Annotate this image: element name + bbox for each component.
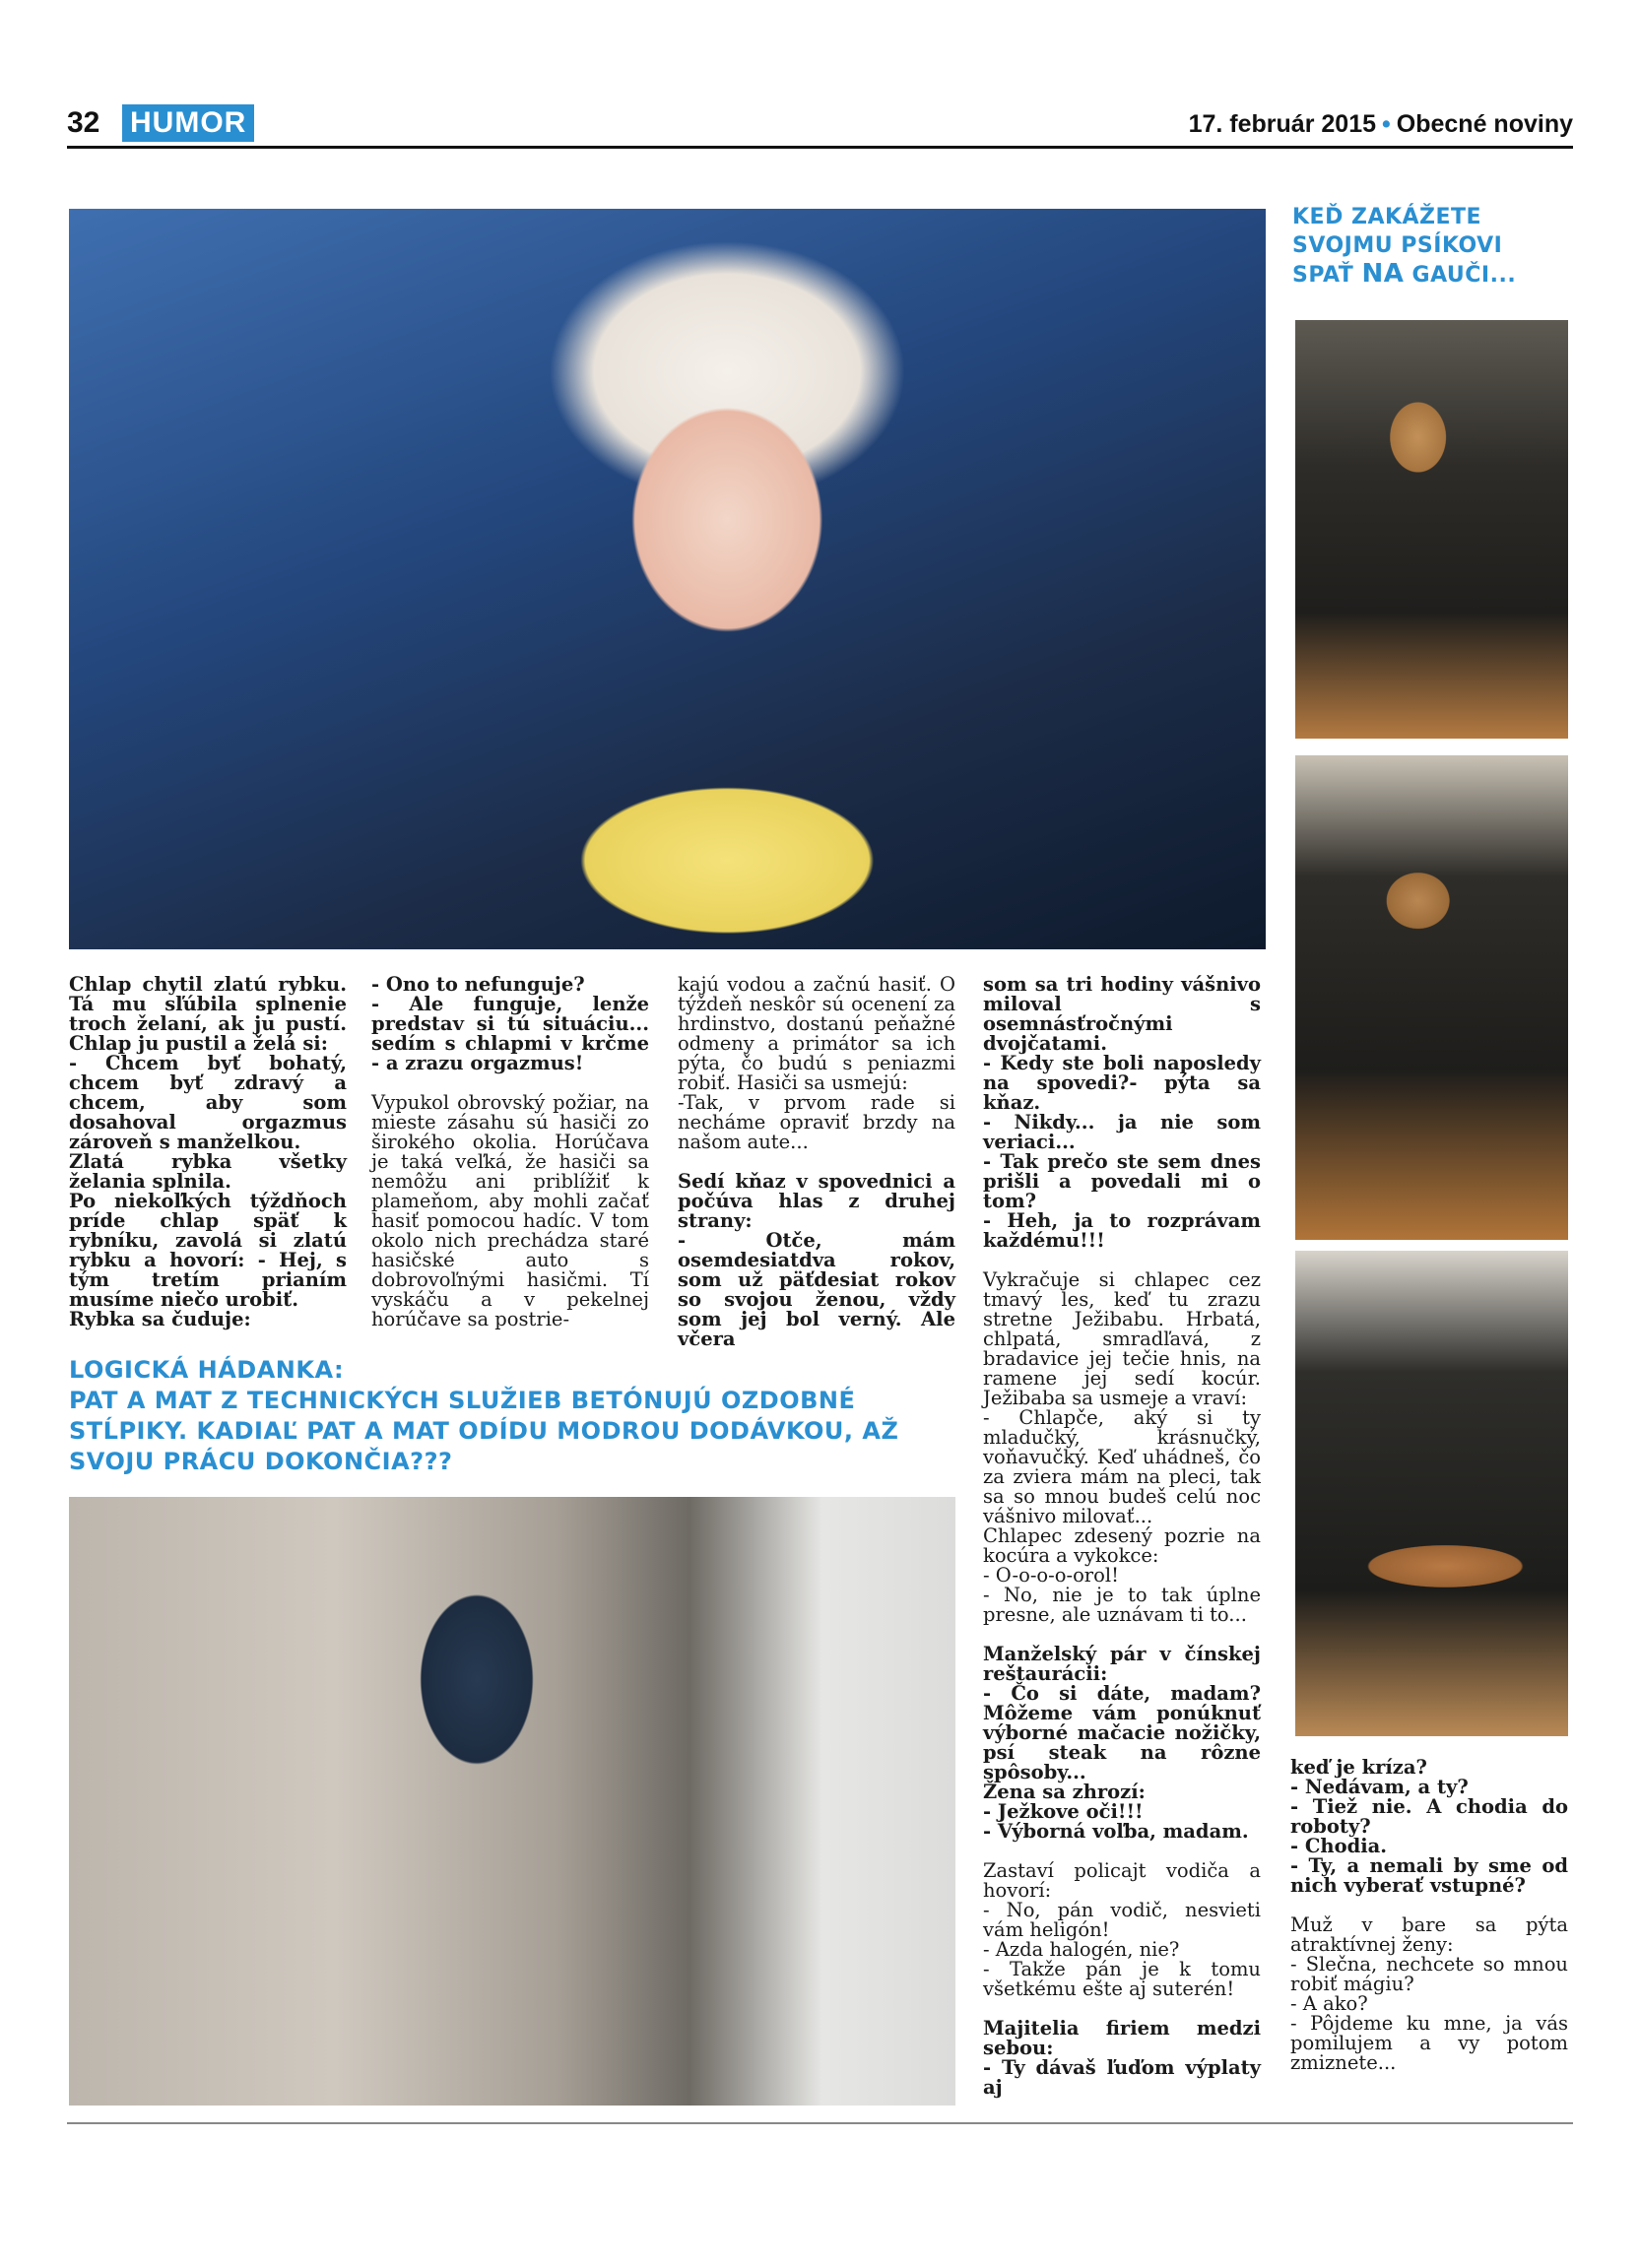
issue-info (1189, 110, 1573, 139)
paragraph: Sedí kňaz v spovednici a počúva hlas z druhej strany: (678, 1170, 955, 1232)
header-rule (67, 146, 1573, 149)
paragraph: - Tiež nie. A chodia do roboty? (1290, 1795, 1568, 1838)
paragraph: - Chcem byť bohatý, chcem byť zdravý a chcem, aby som dosahoval orgazmus zároveň s manželkou. (69, 1052, 347, 1153)
page-number: 32 (67, 106, 100, 139)
paragraph: - No, pán vodič, nesvieti vám heligón! (983, 1899, 1261, 1941)
paragraph: - Takže pán je k tomu všetkému ešte aj suterén! (983, 1958, 1261, 2000)
paragraph: - Slečna, nechcete so mnou robiť mágiu? (1290, 1953, 1568, 1995)
paragraph: - Chodia. (1290, 1835, 1388, 1857)
paragraph: som sa tri hodiny vášnivo miloval s osemnásťročnými dvojčatami. (983, 973, 1261, 1055)
publication-name: Obecné noviny (1396, 110, 1573, 138)
paragraph: - Tak prečo ste sem dnes prišli a povedali mi o tom? (983, 1150, 1261, 1212)
street-workers-photo (69, 1497, 955, 2106)
separator-dot: • (1382, 110, 1391, 138)
paragraph: - Nikdy... ja nie som veriaci... (983, 1111, 1261, 1153)
text-column-4 (983, 975, 1261, 2098)
paragraph: kajú vodou a začnú hasiť. O týždeň neskôr sú ocenení za hrdinstvo, dostanú peňažné odmeny a primátor sa ich pýta, čo budú s peniazmi robiť. Hasiči sa usmejú: (678, 973, 955, 1094)
paragraph: Zlatá rybka všetky želania splnila. (69, 1150, 347, 1193)
text-column-3 (678, 975, 955, 1349)
paragraph: - Ty, a nemali by sme od nich vyberať vstupné? (1290, 1854, 1568, 1897)
paragraph: - Čo si dáte, madam? Môžeme vám ponúknuť výborné mačacie nožičky, psí steak na rôzne spôsoby... (983, 1682, 1261, 1783)
paragraph: - Ale funguje, lenže predstav si tú situáciu... sedím s chlapmi v krčme - a zrazu orgazmus! (371, 993, 649, 1074)
paragraph: Po niekoľkých týždňoch príde chlap späť k rybníku, zavolá si zlatú rybku a hovorí: - Hej, s tým tretím prianím musíme niečo urobiť. (69, 1190, 347, 1311)
paragraph: -Tak, v prvom rade si necháme opraviť brzdy na našom aute... (678, 1091, 955, 1153)
paragraph: - Ježkove oči!!! (983, 1800, 1144, 1823)
dog-heading-line: SPAŤ NA GAUČI... (1292, 259, 1517, 289)
paragraph: Muž v bare sa pýta atraktívnej ženy: (1290, 1913, 1568, 1956)
puzzle-heading (69, 1355, 955, 1477)
puzzle-heading-line: PAT A MAT Z TECHNICKÝCH SLUŽIEB BETÓNUJÚ OZDOBNÉ (69, 1387, 856, 1414)
paragraph: - Otče, mám osemdesiatdva rokov, som už päťdesiat rokov so svojou ženou, vždy som jej bol verný. Ale včera (678, 1229, 955, 1350)
paragraph: - Ono to nefunguje? (371, 973, 585, 996)
text-column-2 (371, 975, 649, 1329)
text-column-5 (1290, 1758, 1568, 2073)
section-label: HUMOR (122, 104, 254, 142)
paragraph: Majitelia firiem medzi sebou: (983, 2017, 1261, 2059)
paragraph: - O-o-o-o-orol! (983, 1564, 1119, 1587)
paragraph: - No, nie je to tak úplne presne, ale uznávam ti to... (983, 1584, 1261, 1626)
paragraph: - A ako? (1290, 1992, 1368, 2015)
paragraph: keď je kríza? (1290, 1756, 1427, 1779)
text-column-1 (69, 975, 347, 1329)
paragraph: - Chlapče, aký si ty mladučký, krásnučký, voňavučký. Keď uhádneš, čo za zviera mám na pleci, tak sa so mnou budeš celú noc vášnivo milovať... (983, 1406, 1261, 1527)
paragraph: Manželský pár v čínskej reštaurácii: (983, 1643, 1261, 1685)
paragraph: Vypukol obrovský požiar, na mieste zásahu sú hasiči zo širokého okolia. Horúčava je taká veľká, že hasiči sa nemôžu ani priblížiť k plameňom, aby mohli začať hasiť pomocou hadíc. V tom okolo nich prechádza staré hasičské auto s dobrovoľnými hasičmi. Tí vyskáču a v pekelnej horúčave sa postrie- (371, 1091, 649, 1330)
paragraph: Rybka sa čuduje: (69, 1308, 251, 1330)
dog-photo-2 (1295, 755, 1568, 1240)
paragraph: Chlap chytil zlatú rybku. Tá mu sľúbila splnenie troch želaní, ak ju pustí. Chlap ju pustil a želá si: (69, 973, 347, 1055)
paragraph: - Pôjdeme ku mne, ja vás pomilujem a vy potom zmiznete... (1290, 2012, 1568, 2074)
paragraph: - Nedávam, a ty? (1290, 1776, 1469, 1798)
dog-photo-3 (1295, 1251, 1568, 1736)
child-static-hair-photo (69, 209, 1266, 949)
paragraph: - Kedy ste boli naposledy na spovedi?- pýta sa kňaz. (983, 1052, 1261, 1114)
issue-date: 17. február 2015 (1188, 110, 1377, 138)
footer-rule (67, 2122, 1573, 2124)
paragraph: - Ty dávaš ľuďom výplaty aj (983, 2056, 1261, 2099)
dog-heading-line: KEĎ ZAKÁŽETE (1292, 205, 1482, 229)
puzzle-heading-line: STĹPIKY. KADIAĽ PAT A MAT ODÍDU MODROU DODÁVKOU, AŽ (69, 1417, 899, 1445)
dog-photo-1 (1295, 320, 1568, 739)
paragraph: Žena sa zhrozí: (983, 1781, 1146, 1803)
paragraph: - Heh, ja to rozprávam každému!!! (983, 1209, 1261, 1252)
dog-feature-heading (1292, 203, 1578, 290)
paragraph: - Výborná voľba, madam. (983, 1820, 1249, 1843)
dog-heading-line: SVOJMU PSÍKOVI (1292, 233, 1503, 258)
paragraph: - Azda halogén, nie? (983, 1938, 1180, 1961)
paragraph: Chlapec zdesený pozrie na kocúra a vykokce: (983, 1524, 1261, 1567)
paragraph: Zastaví policajt vodiča a hovorí: (983, 1859, 1261, 1902)
puzzle-heading-line: LOGICKÁ HÁDANKA: (69, 1356, 345, 1384)
puzzle-heading-line: SVOJU PRÁCU DOKONČIA??? (69, 1448, 453, 1475)
paragraph: Vykračuje si chlapec cez tmavý les, keď tu zrazu stretne Ježibabu. Hrbatá, chlpatá, smradľavá, z bradavice jej tečie hnis, na ramene jej sedí kocúr. Ježibaba sa usmeje a vraví: (983, 1268, 1261, 1409)
